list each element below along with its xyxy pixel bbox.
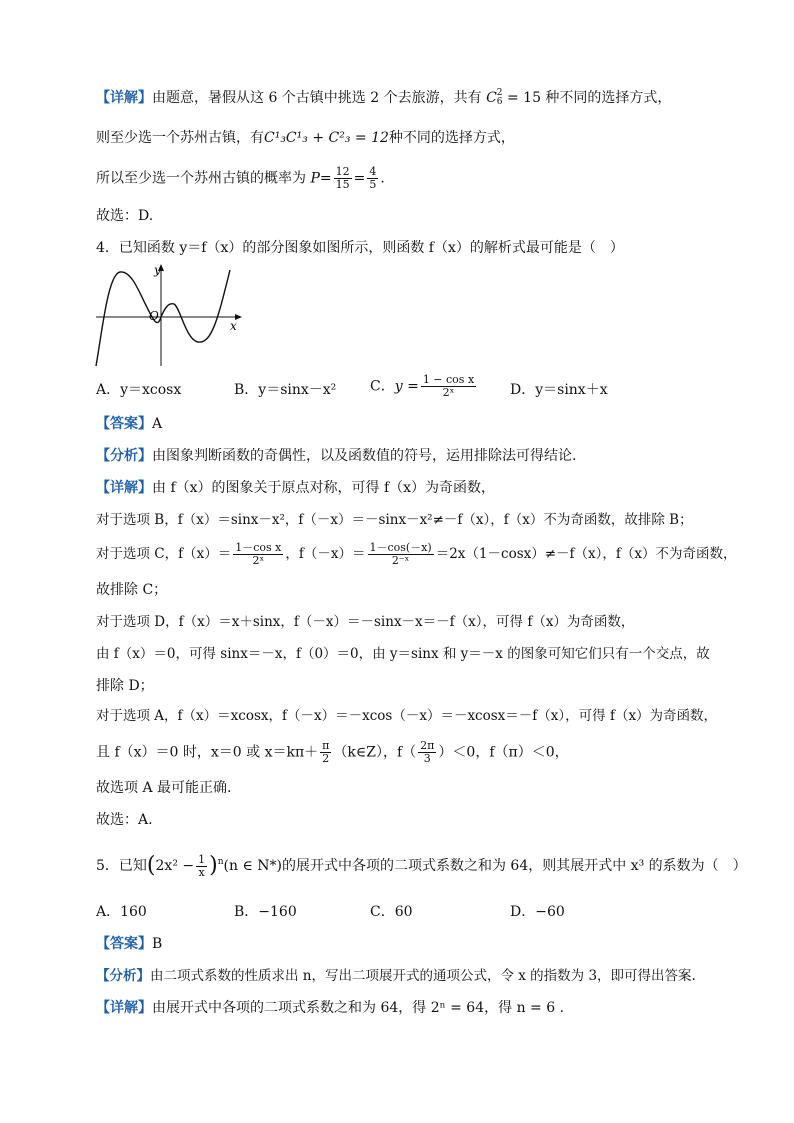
- q4-detail-2: 对于选项 B，f（x）＝sinx－x²，f（－x）＝－sinx－x²≠－f（x），f（x）不为奇函数，故排除 B；: [96, 512, 693, 528]
- q3-conclusion: 故选：D.: [96, 208, 154, 224]
- q5-detail: 【详解】由展开式中各项的二项式系数之和为 64，得 2ⁿ = 64，得 n = 6 .: [96, 1000, 565, 1016]
- q3-detail-line-1: 【详解】由题意，暑假从这 6 个古镇中挑选 2 个去旅游，共有 C 2 6 = 15 种不同的选择方式，: [96, 88, 672, 107]
- q5-answer: 【答案】B: [96, 936, 163, 952]
- q4-stem: 4．已知函数 y＝f（x）的部分图象如图所示，则函数 f（x）的解析式最可能是（ ）: [96, 240, 624, 256]
- q5-option-a[interactable]: A．160: [96, 904, 147, 920]
- q5-analysis: 【分析】由二项式系数的性质求出 n，写出二项展开式的通项公式，令 x 的指数为 3，即可得出答案.: [96, 968, 696, 984]
- q4-detail-6: 由 f（x）＝0，可得 sinx＝－x，f（0）＝0，由 y＝sinx 和 y＝－x 的图象可知它们只有一个交点，故: [96, 646, 710, 662]
- q5-option-b[interactable]: B．−160: [234, 904, 297, 920]
- q3-detail-line-2: 则至少选一个苏州古镇，有C¹₃C¹₃ + C²₃ = 12种不同的选择方式，: [96, 130, 515, 146]
- x-axis-label: x: [230, 319, 237, 333]
- q4-option-b[interactable]: B．y＝sinx－x²: [234, 382, 337, 398]
- q4-detail-1: 【详解】由 f（x）的图象关于原点对称，可得 f（x）为奇函数，: [96, 480, 496, 496]
- detail-label: 【详解】: [96, 90, 152, 106]
- function-graph: [92, 262, 252, 368]
- q3-detail-line-3: 所以至少选一个苏州古镇的概率为 P= $\frac{12}{15}$ = $\frac{4}{5}$ .: [96, 165, 385, 191]
- q4-detail-7: 排除 D；: [96, 678, 154, 694]
- fraction: $\frac{4}{5}$: [369, 165, 377, 191]
- q4-option-c[interactable]: C．y = $\frac{\text{1 − cos x}}{\text{2ˣ}}$: [370, 373, 475, 399]
- q4-option-a[interactable]: A．y＝xcosx: [96, 382, 182, 398]
- q4-conclusion: 故选：A.: [96, 812, 153, 828]
- q4-detail-3: 对于选项 C，f（x）＝ $\frac{\text{1－cos x}}{\text{2ˣ}}$ ，f（－x）＝ $\frac{1-\cos(-x)}{\text{2⁻ˣ}}$ ＝2x（1－cosx）≠－f（x），f（x）不为奇函数，: [96, 541, 737, 567]
- y-axis-label: y: [154, 263, 161, 277]
- q4-detail-4: 故排除 C；: [96, 582, 168, 598]
- q4-option-d[interactable]: D．y＝sinx＋x: [510, 382, 608, 398]
- q4-detail-5: 对于选项 D，f（x）＝x＋sinx，f（－x）＝－sinx－x＝－f（x），可得 f（x）为奇函数，: [96, 614, 635, 630]
- q4-detail-8: 对于选项 A，f（x）＝xcosx，f（－x）＝－xcos（－x）＝－xcosx＝－f（x），可得 f（x）为奇函数，: [96, 708, 718, 724]
- q5-option-c[interactable]: C．60: [370, 904, 413, 920]
- q5-stem: 5．已知(2x² − $\frac{1}{x}$ )$^n$(n ∈ N*)的展开式中各项的二项式系数之和为 64，则其展开式中 x³ 的系数为（ ）: [96, 852, 747, 879]
- curve: [96, 270, 230, 366]
- q4-detail-9: 且 f（x）＝0 时，x＝0 或 x＝kπ＋ $\frac{\pi}{2}$ （k∈Z），f（ $\frac{2\pi}{3}$ ）＜0，f（π）＜0，: [96, 739, 569, 765]
- q4-detail-10: 故选项 A 最可能正确.: [96, 780, 232, 796]
- fraction: $\frac{12}{15}$: [335, 165, 350, 191]
- q5-option-d[interactable]: D．−60: [510, 904, 565, 920]
- origin-label: O: [149, 309, 159, 323]
- q4-answer: 【答案】A: [96, 416, 163, 432]
- q4-analysis: 【分析】由图象判断函数的奇偶性，以及函数值的符号，运用排除法可得结论.: [96, 448, 577, 464]
